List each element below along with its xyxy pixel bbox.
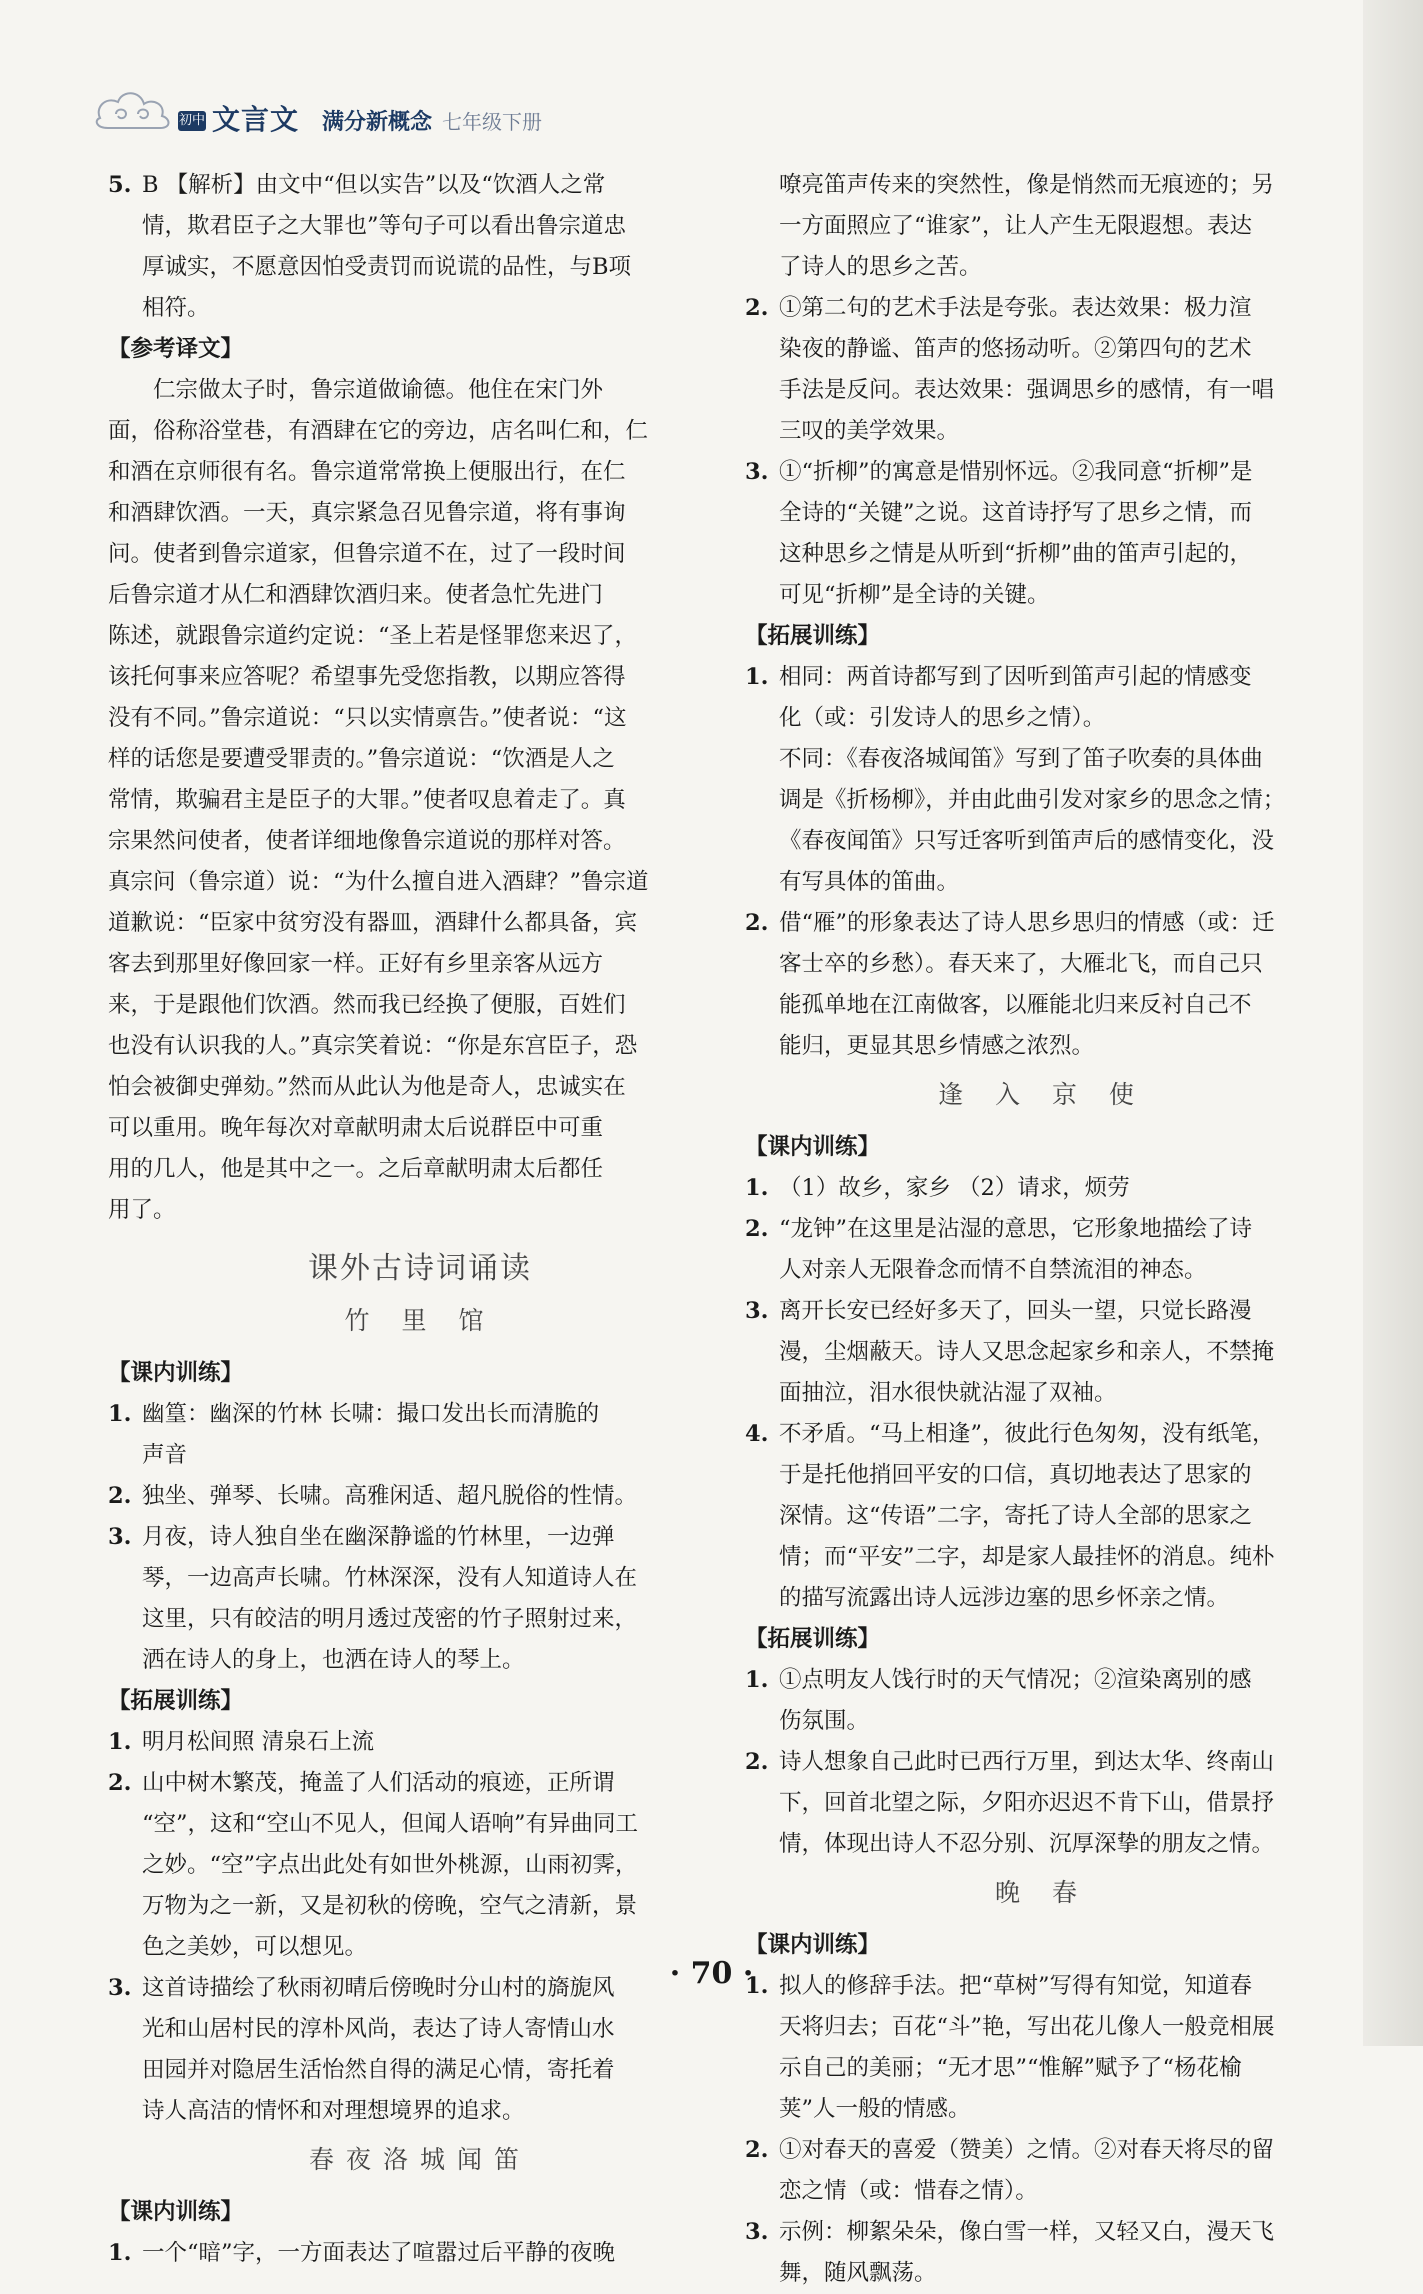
translation-line: 宗果然问使者，使者详细地像鲁宗道说的那样对答。	[108, 828, 626, 854]
item-number: 3.	[745, 459, 769, 485]
answer-line: ①点明友人饯行时的天气情况；②渲染离别的感	[779, 1667, 1252, 1693]
answer-line: 伤氛围。	[779, 1708, 870, 1734]
translation-line: 常情，欺骗君主是臣子的大罪。”使者叹息着走了。真	[108, 787, 626, 813]
header-grade: 七年级下册	[442, 110, 542, 134]
answer-line: 不矛盾。“马上相逢”，彼此行色匆匆，没有纸笔，	[779, 1421, 1275, 1447]
answer-line: 能归，更显其思乡情感之浓烈。	[779, 1033, 1095, 1059]
answer-line: 天将归去；百花“斗”艳，写出花儿像人一般竞相展	[779, 2014, 1275, 2040]
answer-line: 情；而“平安”二字，却是家人最挂怀的消息。纯朴	[779, 1544, 1275, 1570]
answer-line: 《春夜闻笛》只写迁客听到笛声后的感情变化，没	[779, 828, 1275, 854]
answer-line: 月夜，诗人独自坐在幽深静谧的竹林里，一边弹	[142, 1524, 615, 1550]
translation-line: 和酒肆饮酒。一天，真宗紧急召见鲁宗道，将有事询	[108, 500, 626, 526]
answer-item	[108, 1763, 732, 1968]
answer-line: 一个“暗”字，一方面表达了喧嚣过后平静的夜晚	[142, 2240, 616, 2266]
translation-line: 该托何事来应答呢？希望事先受您指教，以期应答得	[108, 664, 626, 690]
answer-line: 全诗的“关键”之说。这首诗抒写了思乡之情，而	[779, 500, 1253, 526]
item-number: 1.	[745, 1175, 769, 1201]
answer-line: ①第二句的艺术手法是夸张。表达效果：极力渲	[779, 295, 1252, 321]
translation-line: 面，俗称浴堂巷，有酒肆在它的旁边，店名叫仁和，仁	[108, 418, 649, 444]
poem-title: 春夜洛城闻笛	[308, 2145, 531, 2174]
answer-item	[108, 165, 732, 329]
page-number: · 70 ·	[669, 1956, 754, 1991]
answer-line: 客士卒的乡愁）。春天来了，大雁北飞，而自己只	[779, 951, 1263, 977]
section-title: 课外古诗词诵读	[308, 1251, 532, 1286]
translation-line: 客去到那里好像回家一样。正好有乡里亲客从远方	[108, 951, 604, 977]
answer-line: 离开长安已经好多天了，回头一望，只觉长路漫	[779, 1298, 1252, 1324]
answer-line: “空”，这和“空山不见人，但闻人语响”有异曲同工	[142, 1811, 639, 1837]
answer-line: 示自己的美丽；“无才思”“惟解”赋予了“杨花榆	[779, 2055, 1242, 2081]
answer-item	[108, 1968, 732, 2132]
training-label: 【课内训练】	[108, 2199, 244, 2225]
answer-line: 诗人高洁的情怀和对理想境界的追求。	[142, 2098, 525, 2124]
translation-line: 陈述，就跟鲁宗道约定说：“圣上若是怪罪您来迟了，	[108, 623, 638, 649]
answer-item	[745, 452, 1339, 616]
answer-line: 一方面照应了“谁家”，让人产生无限遐想。表达	[779, 213, 1253, 239]
answer-line: 漫，尘烟蔽天。诗人又思念起家乡和亲人，不禁掩	[779, 1339, 1275, 1365]
answer-line: 拟人的修辞手法。把“草树”写得有知觉，知道春	[779, 1973, 1253, 1999]
answer-line: 田园并对隐居生活怡然自得的满足心情，寄托着	[142, 2057, 615, 2083]
answer-item	[745, 1168, 1339, 1209]
answer-line: 这首诗描绘了秋雨初晴后傍晚时分山村的旖旎风	[142, 1975, 615, 2001]
poem-title: 晚 春	[995, 1878, 1089, 1907]
item-number: 2.	[745, 910, 769, 936]
answer-line: 光和山居村民的淳朴风尚，表达了诗人寄情山水	[142, 2016, 615, 2042]
answer-item	[745, 657, 1339, 903]
item-number: 3.	[108, 1975, 132, 2001]
item-number: 1.	[108, 1401, 132, 1427]
poem-title: 竹 里 馆	[344, 1306, 496, 1335]
item-number: 4.	[745, 1421, 769, 1447]
translation-line: 问。使者到鲁宗道家，但鲁宗道不在，过了一段时间	[108, 541, 626, 567]
answer-item	[745, 2212, 1339, 2294]
answer-item	[108, 1722, 732, 1763]
item-number: 2.	[745, 2137, 769, 2163]
answer-line: （1）故乡，家乡 （2）请求，烦劳	[779, 1175, 1130, 1201]
answer-line: 明月松间照 清泉石上流	[142, 1729, 375, 1755]
answer-line: 不同：《春夜洛城闻笛》写到了笛子吹奏的具体曲	[779, 746, 1263, 772]
answer-item	[745, 288, 1339, 452]
answer-line: 调是《折杨柳》，并由此曲引发对家乡的思念之情；	[779, 787, 1286, 813]
translation-line: 也没有认识我的人。”真宗笑着说：“你是东宫臣子，恐	[108, 1033, 638, 1059]
translation-line: 样的话您是要遭受罪责的。”鲁宗道说：“饮酒是人之	[108, 746, 615, 772]
answer-line: 声音	[142, 1442, 188, 1468]
cloud-ornament-icon	[90, 78, 180, 138]
answer-line: “龙钟”在这里是沾湿的意思，它形象地描绘了诗	[779, 1216, 1253, 1242]
answer-line: 借“雁”的形象表达了诗人思乡思归的情感（或：迁	[779, 910, 1275, 936]
answer-line: 山中树木繁茂，掩盖了人们活动的痕迹，正所谓	[142, 1770, 615, 1796]
answer-item	[745, 1209, 1339, 1291]
answer-line: 情，欺君臣子之大罪也”等句子可以看出鲁宗道忠	[142, 213, 627, 239]
answer-line: B 【解析】由文中“但以实告”以及“饮酒人之常	[142, 172, 606, 198]
answer-line: 荚”人一般的情感。	[779, 2096, 971, 2122]
answer-line: 了诗人的思乡之苦。	[779, 254, 982, 280]
training-label: 【拓展训练】	[745, 1626, 881, 1652]
item-number: 2.	[108, 1770, 132, 1796]
answer-line: 下，回首北望之际，夕阳亦迟迟不肯下山，借景抒	[779, 1790, 1275, 1816]
answer-line: 恋之情（或：惜春之情）。	[779, 2178, 1038, 2204]
training-label: 【课内训练】	[108, 1360, 244, 1386]
item-number: 1.	[108, 2240, 132, 2266]
item-number: 5.	[108, 172, 132, 198]
item-number: 1.	[745, 1667, 769, 1693]
translation-line: 道歉说：“臣家中贫穷没有器皿，酒肆什么都具备，宾	[108, 910, 638, 936]
answer-line: 的描写流露出诗人远涉边塞的思乡怀亲之情。	[779, 1585, 1230, 1611]
answer-line: 相符。	[142, 295, 210, 321]
answer-line: 染夜的静谧、笛声的悠扬动听。②第四句的艺术	[779, 336, 1252, 362]
answer-item	[745, 1660, 1339, 1742]
translation-line: 怕会被御史弹劾。”然而从此认为他是奇人，忠诚实在	[108, 1074, 626, 1100]
item-number: 1.	[745, 1973, 769, 1999]
page-header	[90, 78, 690, 138]
training-label: 【课内训练】	[745, 1134, 881, 1160]
answer-line: 这里，只有皎洁的明月透过茂密的竹子照射过来，	[142, 1606, 638, 1632]
item-number: 3.	[745, 1298, 769, 1324]
item-number: 2.	[745, 295, 769, 321]
answer-line: 万物为之一新，又是初秋的傍晚，空气之清新，景	[142, 1893, 638, 1919]
item-number: 3.	[745, 2219, 769, 2245]
header-title: 文言文	[212, 103, 300, 136]
answer-line: 三叹的美学效果。	[779, 418, 960, 444]
answer-item	[745, 1291, 1339, 1414]
answer-line: 深情。这“传语”二字，寄托了诗人全部的思家之	[779, 1503, 1253, 1529]
answer-line: 舞，随风飘荡。	[779, 2260, 937, 2286]
answer-line: 色之美妙，可以想见。	[142, 1934, 368, 1960]
item-number: 2.	[108, 1483, 132, 1509]
answer-item	[108, 2233, 732, 2274]
answer-item	[745, 1414, 1339, 1619]
answer-line: 化（或：引发诗人的思乡之情）。	[779, 705, 1106, 731]
answer-line: 于是托他捎回平安的口信，真切地表达了思家的	[779, 1462, 1252, 1488]
answer-line: ①对春天的喜爱（赞美）之情。②对春天将尽的留	[779, 2137, 1275, 2163]
scan-edge	[1363, 0, 1423, 2046]
answer-item	[108, 1394, 732, 1476]
translation-line: 后鲁宗道才从仁和酒肆饮酒归来。使者急忙先进门	[108, 582, 604, 608]
answer-line: 这种思乡之情是从听到“折柳”曲的笛声引起的，	[779, 541, 1253, 567]
answer-item	[745, 1742, 1339, 1865]
translation-line: 用的几人，他是其中之一。之后章献明肃太后都任	[108, 1156, 604, 1182]
item-number: 1.	[745, 664, 769, 690]
translation-line: 没有不同。”鲁宗道说：“只以实情禀告。”使者说：“这	[108, 705, 627, 731]
translation-line: 来，于是跟他们饮酒。然而我已经换了便服，百姓们	[108, 992, 626, 1018]
item-number: 3.	[108, 1524, 132, 1550]
answer-line: 有写具体的笛曲。	[779, 869, 960, 895]
answer-line: 手法是反问。表达效果：强调思乡的感情，有一唱	[779, 377, 1275, 403]
answer-line: 可见“折柳”是全诗的关键。	[779, 582, 1050, 608]
answer-line: 之妙。“空”字点出此处有如世外桃源，山雨初霁，	[142, 1852, 638, 1878]
answer-line: 人对亲人无限眷念而情不自禁流泪的神态。	[779, 1257, 1207, 1283]
translation-line: 和酒在京师很有名。鲁宗道常常换上便服出行，在仁	[108, 459, 626, 485]
translation-line: 可以重用。晚年每次对章献明肃太后说群臣中可重	[108, 1115, 604, 1141]
answer-line: 厚诚实，不愿意因怕受责罚而说谎的品性，与B项	[142, 254, 632, 280]
training-label: 【课内训练】	[745, 1932, 881, 1958]
header-badge: 初中	[178, 111, 206, 131]
item-number: 2.	[745, 1216, 769, 1242]
header-subtitle: 满分新概念	[322, 109, 433, 135]
answer-line: 情，体现出诗人不忍分别、沉厚深挚的朋友之情。	[779, 1831, 1275, 1857]
translation-line: 仁宗做太子时，鲁宗道做谕德。他住在宋门外	[153, 377, 604, 403]
answer-item	[108, 1517, 732, 1681]
answer-line: 面抽泣，泪水很快就沾湿了双袖。	[779, 1380, 1117, 1406]
answer-line: ①“折柳”的寓意是惜别怀远。②我同意“折柳”是	[779, 459, 1253, 485]
training-label: 【拓展训练】	[745, 623, 881, 649]
translation-line: 真宗问（鲁宗道）说：“为什么擅自进入酒肆？”鲁宗道	[108, 869, 649, 895]
answer-line: 独坐、弹琴、长啸。高雅闲适、超凡脱俗的性情。	[142, 1483, 638, 1509]
answer-line: 琴，一边高声长啸。竹林深深，没有人知道诗人在	[142, 1565, 638, 1591]
answer-line: 能孤单地在江南做客，以雁能北归来反衬自己不	[779, 992, 1252, 1018]
translation-line: 用了。	[108, 1197, 176, 1223]
answer-item	[745, 903, 1339, 1067]
answer-item	[108, 1476, 732, 1517]
poem-title: 逢 入 京 使	[938, 1080, 1146, 1109]
answer-line: 洒在诗人的身上，也洒在诗人的琴上。	[142, 1647, 525, 1673]
translation-label: 【参考译文】	[108, 336, 244, 362]
answer-line: 诗人想象自己此时已西行万里，到达太华、终南山	[779, 1749, 1275, 1775]
answer-item	[745, 2130, 1339, 2212]
item-number: 2.	[745, 1749, 769, 1775]
answer-line: 幽篁：幽深的竹林 长啸：撮口发出长而清脆的	[142, 1401, 600, 1427]
answer-line: 示例：柳絮朵朵，像白雪一样，又轻又白，漫天飞	[779, 2219, 1275, 2245]
answer-line: 嘹亮笛声传来的突然性，像是悄然而无痕迹的；另	[779, 172, 1275, 198]
answer-line: 相同：两首诗都写到了因听到笛声引起的情感变	[779, 664, 1252, 690]
training-label: 【拓展训练】	[108, 1688, 244, 1714]
item-number: 1.	[108, 1729, 132, 1755]
